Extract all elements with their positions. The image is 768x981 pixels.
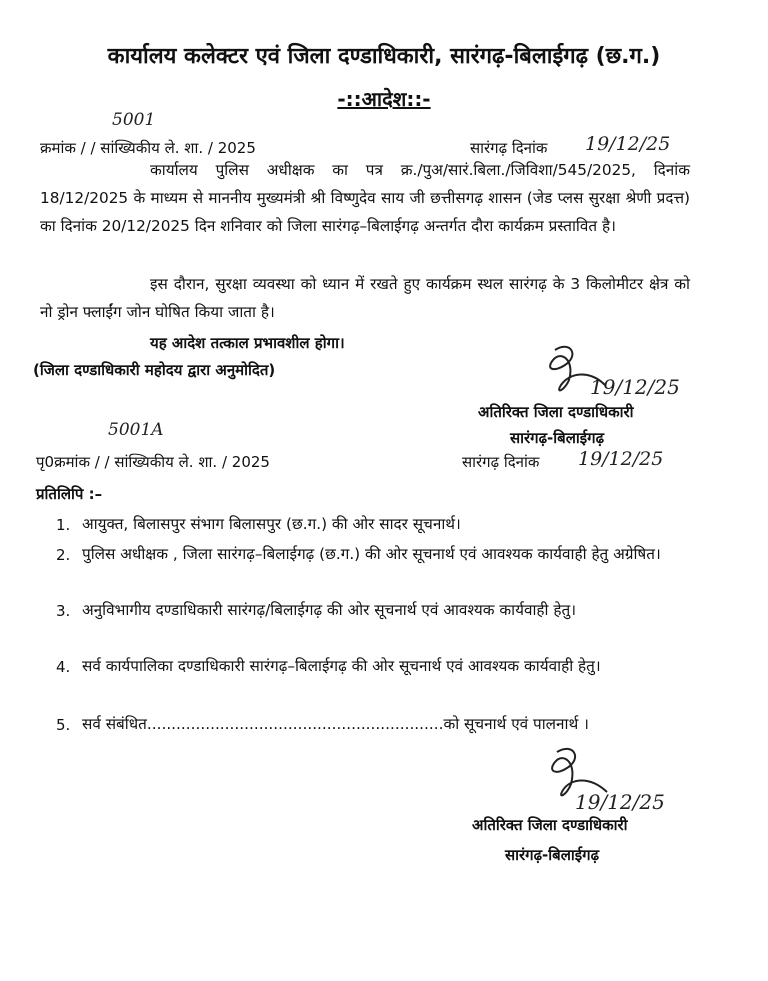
copy-to-label: प्रतिलिपि :– bbox=[36, 485, 103, 503]
list-item-text: पुलिस अधीक्षक , जिला सारंगढ़–बिलाईगढ़ (छ.ग.) की ओर सूचनार्थ एवं आवश्यक कार्यवाही हेतु अग्रेषित। bbox=[82, 545, 661, 563]
list-number: 4. bbox=[56, 658, 71, 676]
handwritten-date: 19/12/25 bbox=[585, 133, 671, 155]
endorsement-number-line: पृ0क्रमांक / / सांख्यिकीय ले. शा. / 2025 bbox=[36, 453, 270, 471]
list-number: 5. bbox=[56, 716, 71, 734]
designation-2: अतिरिक्त जिला दण्डाधिकारी bbox=[472, 816, 628, 834]
handwritten-order-number: 5001 bbox=[112, 110, 156, 130]
list-item-text: सर्व कार्यपालिका दण्डाधिकारी सारंगढ़–बिलाईगढ़ की ओर सूचनार्थ एवं आवश्यक कार्यवाही हेतु। bbox=[82, 657, 601, 675]
order-number-line: क्रमांक / / सांख्यिकीय ले. शा. / 2025 bbox=[40, 139, 256, 157]
list-number: 3. bbox=[56, 602, 71, 620]
approval-note: (जिला दण्डाधिकारी महोदय द्वारा अनुमोदित) bbox=[33, 361, 276, 379]
list-item-text: आयुक्त, बिलासपुर संभाग बिलासपुर (छ.ग.) की ओर सादर सूचनार्थ। bbox=[82, 515, 461, 533]
place-2: सारंगढ़-बिलाईगढ़ bbox=[505, 846, 600, 864]
date-label: सारंगढ़ दिनांक bbox=[470, 139, 548, 157]
list-number: 2. bbox=[56, 546, 71, 564]
office-title: कार्यालय कलेक्टर एवं जिला दण्डाधिकारी, सारंगढ़-बिलाईगढ़ (छ.ग.) bbox=[107, 44, 661, 69]
signature-date-2: 19/12/25 bbox=[575, 790, 665, 814]
order-body-paragraph-1: कार्यालय पुलिस अधीक्षक का पत्र क्र./पुअ/सारं.बिला./जिविशा/545/2025, दिनांक 18/12/2025 के माध्यम से माननीय मुख्यमंत्री श्री विष्णुदेव साय जी छत्तीसगढ़ शासन (जेड प्लस सुरक्षा श्रेणी प्रदत्त) का दिनांक 20/12/2025 दिन शनिवार को जिला सारंगढ़–बिलाईगढ़ अन्तर्गत दौरा कार्यक्रम प्रस्तावित है। bbox=[40, 161, 690, 235]
designation-1: अतिरिक्त जिला दण्डाधिकारी bbox=[478, 403, 634, 421]
handwritten-endorsement-number: 5001A bbox=[108, 420, 164, 440]
date-label-2: सारंगढ़ दिनांक bbox=[462, 453, 540, 471]
handwritten-date-2: 19/12/25 bbox=[578, 448, 664, 470]
list-item-text: अनुविभागीय दण्डाधिकारी सारंगढ़/बिलाईगढ़ की ओर सूचनार्थ एवं आवश्यक कार्यवाही हेतु। bbox=[82, 601, 576, 619]
list-item-text: सर्व संबंधित.............................................................को सूचनार्थ एवं पालनार्थ । bbox=[82, 715, 589, 733]
place-1: सारंगढ़-बिलाईगढ़ bbox=[510, 429, 605, 447]
order-heading: -::आदेश::- bbox=[337, 87, 431, 111]
list-number: 1. bbox=[56, 516, 71, 534]
effective-statement: यह आदेश तत्काल प्रभावशील होगा। bbox=[150, 334, 345, 352]
signature-date-1: 19/12/25 bbox=[590, 375, 680, 399]
order-body-paragraph-2: इस दौरान, सुरक्षा व्यवस्था को ध्यान में रखते हुए कार्यक्रम स्थल सारंगढ़ के 3 किलोमीटर क्षेत्र को नो ड्रोन फ्लाईंग जोन घोषित किया जाता है। bbox=[40, 275, 690, 321]
